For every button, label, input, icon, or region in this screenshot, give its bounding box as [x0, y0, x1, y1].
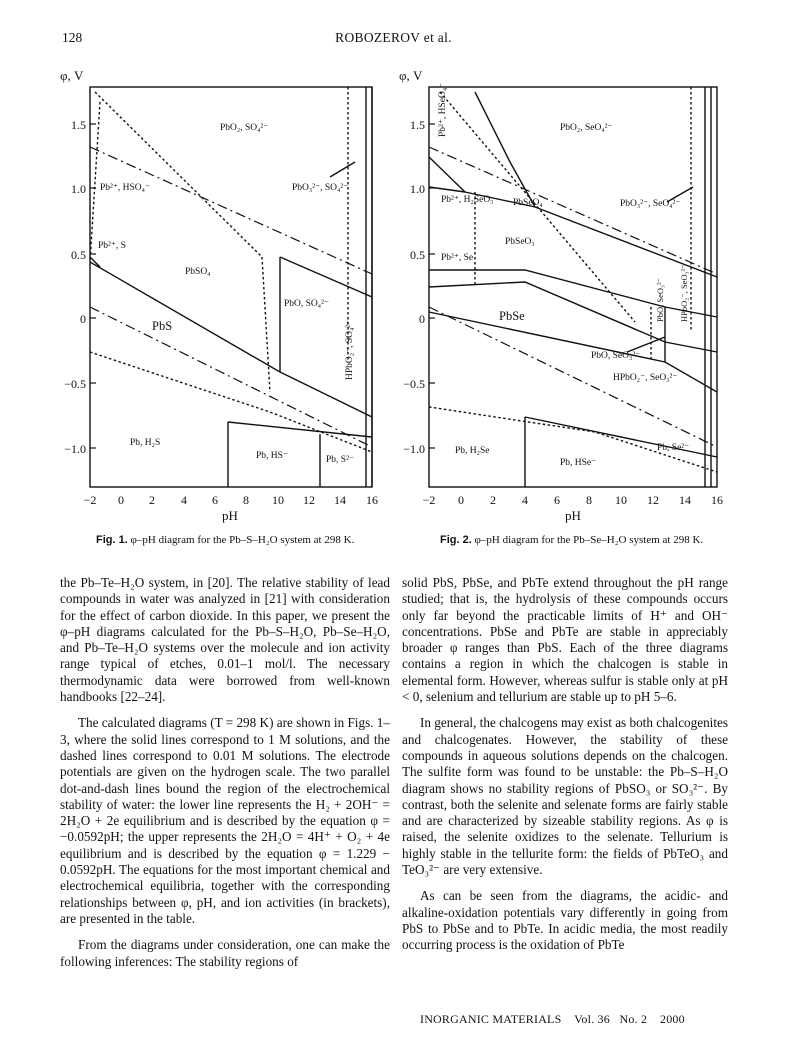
fig2-region: Pb²⁺, H₂SeO₃	[441, 195, 494, 205]
fig1-region: PbSO₄	[185, 267, 211, 277]
fig2-xtick: 4	[522, 493, 528, 507]
fig1-region: PbS	[152, 319, 173, 333]
fig2-region: PbO, SeO₃²⁻	[655, 277, 665, 322]
fig1-xtick: 0	[118, 493, 124, 507]
fig1-x-ticks	[84, 493, 378, 507]
fig1-region: HPbO₂⁻, SO₄²⁻	[345, 319, 355, 380]
fig1-region-labels	[98, 123, 355, 465]
paragraph: As can be seen from the diagrams, the acidic- and alkaline-oxidation potentials vary differently in going from PbS to PbSe and to PbTe. In acidic media, the most readily occurring process is the oxidation of PbTe	[402, 888, 728, 953]
fig2-region-labels	[438, 83, 689, 468]
fig2-xtick: 12	[647, 493, 659, 507]
figure-1-caption: Fig. 1. φ–pH diagram for the Pb–S–H₂O system at 298 K.	[96, 534, 355, 546]
page-number: 128	[62, 30, 83, 45]
fig2-xtick: 2	[490, 493, 496, 507]
journal-volume: Vol. 36	[574, 1012, 610, 1026]
fig2-region: PbO₂, SeO₄²⁻	[560, 123, 613, 133]
fig1-xtick: 16	[366, 493, 378, 507]
fig1-region: Pb, S²⁻	[326, 455, 354, 465]
fig2-dashed-boundaries	[429, 87, 717, 472]
fig1-dashed-boundaries	[90, 87, 372, 452]
fig1-ytick: 0.5	[71, 248, 86, 262]
fig2-region: Pb, HSe⁻	[560, 458, 597, 468]
paragraph: solid PbS, PbSe, and PbTe extend throughout the pH range studied; that is, the hydrolysis of these compounds occurs only far beyond the practicable limits of H⁺ and OH⁻ concentrations. PbSe and PbTe are stable in appreciably broader φ ranges than PbS. Each of the three diagrams contains a region in which the chalcogen is stable in elemental form. However, whereas sulfur is stable only at pH < 0, selenium and tellurium are stable up to pH 5–6.	[402, 575, 728, 705]
fig1-y-ticks	[64, 118, 96, 456]
fig1-xtick: 6	[212, 493, 218, 507]
fig2-xtick: 14	[679, 493, 691, 507]
fig2-xtick: 6	[554, 493, 560, 507]
fig2-xtick: 0	[458, 493, 464, 507]
paragraph: In general, the chalcogens may exist as both chalcogenites and chalcogenates. However, the stability of these compounds in aqueous solutions depends on the chalcogen. The sulfite form was found to be unstable: the Pb–S–H₂O diagram shows no stability regions of PbSO₃ or SO₃²⁻. By contrast, both the selenite and selenate forms are fairly stable and are characterized by sizeable stability regions. As φ is raised, the selenite oxidizes to the selenate. Tellurium is highly stable in the tellurite form: the fields of PbTeO₃ and TeO₃²⁻ are very extensive.	[402, 715, 728, 878]
right-column	[402, 575, 728, 954]
fig2-region: HPbO₂⁻, SeO₃²⁻	[613, 373, 678, 383]
fig2-xtick: 8	[586, 493, 592, 507]
fig1-x-axis-label: pH	[222, 508, 238, 523]
fig2-region: Pb²⁺, HSeO₄⁻	[438, 82, 448, 137]
fig2-solid-boundaries	[429, 87, 717, 487]
fig2-region: PbO, SeO₃²⁻	[591, 351, 641, 361]
fig2-ytick: 1.0	[410, 182, 425, 196]
paragraph: From the diagrams under consideration, one can make the following inferences: The stability regions of	[60, 937, 390, 969]
running-title: ROBOZEROV et al.	[335, 30, 452, 45]
fig1-region: Pb²⁺, HSO₄⁻	[100, 183, 150, 193]
fig2-ytick: −0.5	[403, 377, 425, 391]
fig2-ytick: 0.5	[410, 248, 425, 262]
fig2-x-ticks	[423, 493, 723, 507]
fig1-region: PbO, SO₄²⁻	[284, 299, 329, 309]
paragraph: The calculated diagrams (T = 298 K) are shown in Figs. 1–3, where the solid lines correspond to 1 M solutions, and the dashed lines correspond to 0.01 M solutions. The electrode potentials are given on the hydrogen scale. The two parallel dot-and-dash lines bound the region of the electrochemical stability of water: the lower line represents the H₂ + 2OH⁻ = 2H₂O + 2e equilibrium and is described by the equation φ = −0.0592pH; the upper represents the 2H₂O = 4H⁺ + O₂ + 4e equilibrium and is described by the equation φ = 1.229 − 0.0592pH. The equations for the most important chemical and electrochemical equilibria, together with the corresponding relationships between φ, pH, and ion activities (in brackets), are presented in the table.	[60, 715, 390, 926]
fig2-xtick: −2	[422, 493, 436, 507]
fig2-ytick: 0	[419, 312, 425, 326]
figure-1-diagram	[30, 62, 390, 522]
fig2-region: PbSeO₃	[505, 237, 535, 247]
figure-2-diagram	[395, 62, 755, 522]
fig1-ytick: 0	[80, 312, 86, 326]
fig1-xtick: 2	[149, 493, 155, 507]
fig1-xtick: 4	[181, 493, 187, 507]
paragraph: the Pb–Te–H₂O system, in [20]. The relative stability of lead compounds in water was analyzed in [21] with consideration for the effect of carbon dioxide. In this paper, we present the φ–pH diagrams calculated for the Pb–S–H₂O, Pb–Se–H₂O, and Pb–Te–H₂O systems over the molecule and ion activity range typical of etches, 0.01–1 mol/l. The necessary thermodynamic data were borrowed from well-known handbooks [22–24].	[60, 575, 390, 705]
fig1-xtick: −2	[83, 493, 97, 507]
journal-number: No. 2	[619, 1012, 648, 1026]
fig2-ytick: −1.0	[403, 442, 425, 456]
page-footer	[420, 1012, 685, 1027]
fig1-ytick: −0.5	[64, 377, 86, 391]
fig1-ytick: −1.0	[64, 442, 86, 456]
fig1-ytick: 1.0	[71, 182, 86, 196]
fig1-xtick: 14	[334, 493, 346, 507]
figure-2-caption: Fig. 2. φ–pH diagram for the Pb–Se–H₂O system at 298 K.	[440, 534, 704, 546]
fig2-ytick: 1.5	[410, 118, 425, 132]
left-column	[60, 575, 390, 970]
fig1-xtick: 8	[243, 493, 249, 507]
fig2-x-axis-label: pH	[565, 508, 581, 523]
fig1-xtick: 12	[303, 493, 315, 507]
fig1-ytick: 1.5	[71, 118, 86, 132]
fig1-xtick: 10	[272, 493, 284, 507]
fig1-solid-boundaries	[90, 87, 372, 487]
fig1-region: PbO₂, SO₄²⁻	[220, 123, 269, 133]
fig2-region: PbSe	[499, 309, 525, 323]
fig2-xtick: 10	[615, 493, 627, 507]
fig2-y-axis-label: φ, V	[399, 68, 423, 83]
fig1-region: Pb²⁺, S	[98, 241, 126, 251]
journal-year: 2000	[660, 1012, 685, 1026]
fig1-region: PbO₃²⁻, SO₄²⁻	[292, 183, 349, 193]
fig2-xtick: 16	[711, 493, 723, 507]
fig2-region: PbO₃²⁻, SeO₄²⁻	[620, 199, 681, 209]
fig1-y-axis-label: φ, V	[60, 68, 84, 83]
fig1-region: Pb, HS⁻	[256, 451, 288, 461]
fig2-region: HPbO₂⁻, SeO₃²⁻	[679, 264, 689, 322]
fig2-region: Pb, Se²⁻	[657, 443, 690, 453]
journal-name: INORGANIC MATERIALS	[420, 1012, 562, 1026]
fig2-region: PbSeO₄	[513, 198, 543, 208]
fig2-region: Pb, H₂Se	[455, 446, 490, 456]
fig2-region: Pb²⁺, Se	[441, 253, 474, 263]
fig1-region: Pb, H₂S	[130, 438, 161, 448]
